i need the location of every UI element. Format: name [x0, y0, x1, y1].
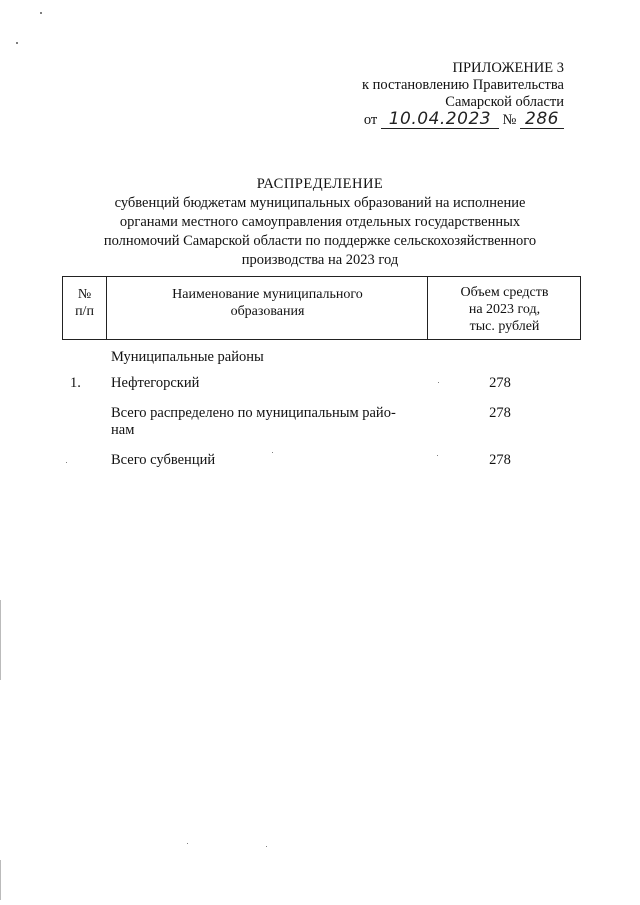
- scan-speck: [187, 843, 188, 844]
- total-name: Всего субвенций: [111, 452, 216, 468]
- header-name-column: Наименование муниципального образования: [108, 277, 428, 339]
- number-prefix: №: [502, 112, 517, 128]
- row-number: 1.: [70, 375, 81, 391]
- scan-speck: [66, 462, 67, 463]
- annex-block: [330, 60, 564, 131]
- annex-region-line: Самарской области: [445, 94, 564, 110]
- scan-speck: [40, 12, 42, 14]
- row-name: Нефтегорский: [111, 375, 200, 391]
- scan-speck: [438, 382, 439, 383]
- scan-edge: [0, 600, 1, 680]
- header-number-column: № п/п: [63, 277, 107, 339]
- heading-title: РАСПРЕДЕЛЕНИЕ: [256, 176, 384, 192]
- scan-speck: [437, 455, 438, 456]
- document-heading: [80, 175, 560, 270]
- section-label: Муниципальные районы: [111, 349, 264, 365]
- subtotal-value: 278: [489, 405, 511, 421]
- header-amount-column: Объем средств на 2023 год, тыс. рублей: [460, 285, 549, 334]
- scan-edge: [0, 860, 1, 900]
- row-value: 278: [489, 375, 511, 391]
- heading-line: полномочий Самарской области по поддержке сельскохозяйственного: [103, 233, 537, 249]
- scan-speck: [16, 42, 18, 44]
- total-value: 278: [489, 452, 511, 468]
- annex-decree-line: к постановлению Правительства: [362, 77, 564, 93]
- heading-line: субвенций бюджетам муниципальных образований на исполнение: [114, 195, 526, 211]
- table-header: [62, 276, 581, 340]
- annex-title: ПРИЛОЖЕНИЕ 3: [452, 60, 564, 76]
- annex-date-row: [330, 111, 564, 131]
- heading-line: производства на 2023 год: [241, 252, 399, 268]
- scan-speck: [266, 846, 267, 847]
- handwritten-date: 10.04.2023: [388, 109, 492, 129]
- handwritten-number: 286: [525, 109, 559, 129]
- date-prefix: от: [363, 112, 378, 128]
- subtotal-name: Всего распределено по муниципальным райо- нам: [111, 405, 396, 438]
- heading-line: органами местного самоуправления отдельных государственных: [119, 214, 521, 230]
